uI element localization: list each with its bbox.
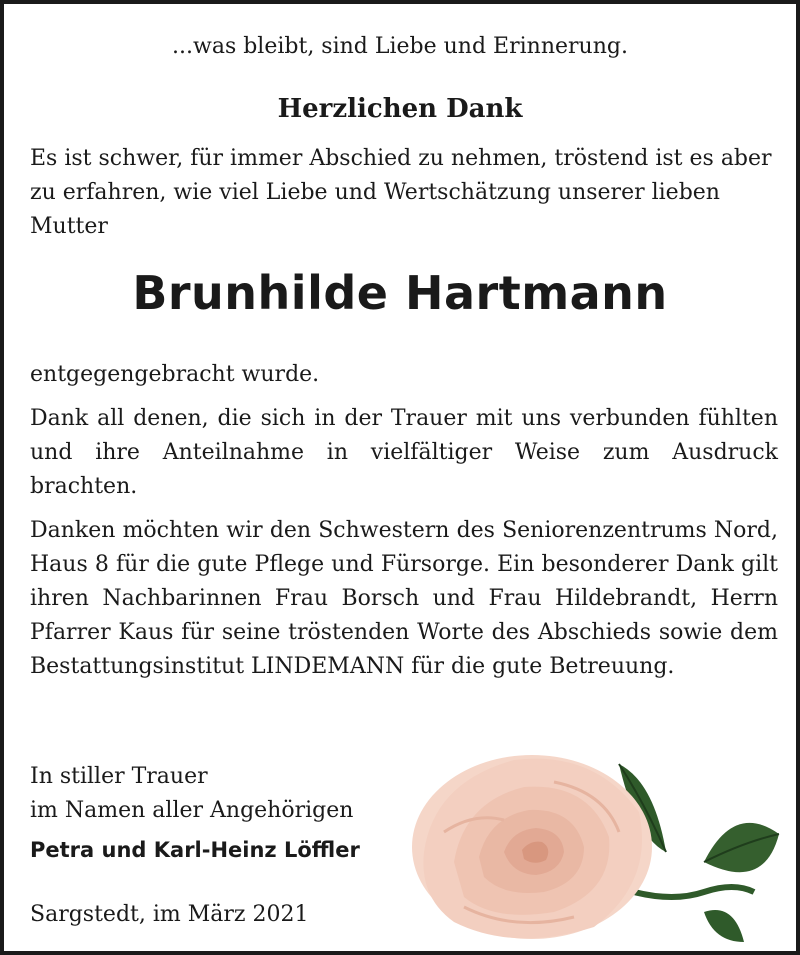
heading: Herzlichen Dank bbox=[277, 94, 523, 124]
motto: ...was bleibt, sind Liebe und Erinnerung. bbox=[172, 34, 628, 59]
paragraph-intro: Es ist schwer, für immer Abschied zu nehmen, tröstend ist es aber zu erfahren, wie viel Liebe und Wertschätzung unserer lieben Mutter bbox=[30, 146, 772, 239]
paragraph-after-name: entgegengebracht wurde. bbox=[30, 362, 320, 387]
rose-icon bbox=[404, 742, 794, 952]
signature-line-1: In stiller Trauer bbox=[30, 764, 208, 789]
deceased-name: Brunhilde Hartmann bbox=[132, 266, 668, 320]
paragraph-thanks-all: Dank all denen, die sich in der Trauer mit uns verbunden fühlten und ihre Anteilnahme in vielfältiger Weise zum Ausdruck brachten. bbox=[30, 406, 778, 499]
paragraph-thanks-specific: Danken möchten wir den Schwestern des Seniorenzentrums Nord, Haus 8 für die gute Pflege und Fürsorge. Ein besonderer Dank gilt ihren Nachbarinnen Frau Borsch und Frau Hildebrandt, Herrn Pfarrer Kaus für seine tröstenden Worte des Abschieds sowie dem Bestattungsinstitut LINDEMANN für die gute Betreuung. bbox=[30, 518, 778, 679]
signature-line-2: im Namen aller Angehörigen bbox=[30, 798, 354, 823]
signature-names: Petra und Karl-Heinz Löffler bbox=[30, 838, 360, 862]
place-date: Sargstedt, im März 2021 bbox=[30, 902, 309, 927]
